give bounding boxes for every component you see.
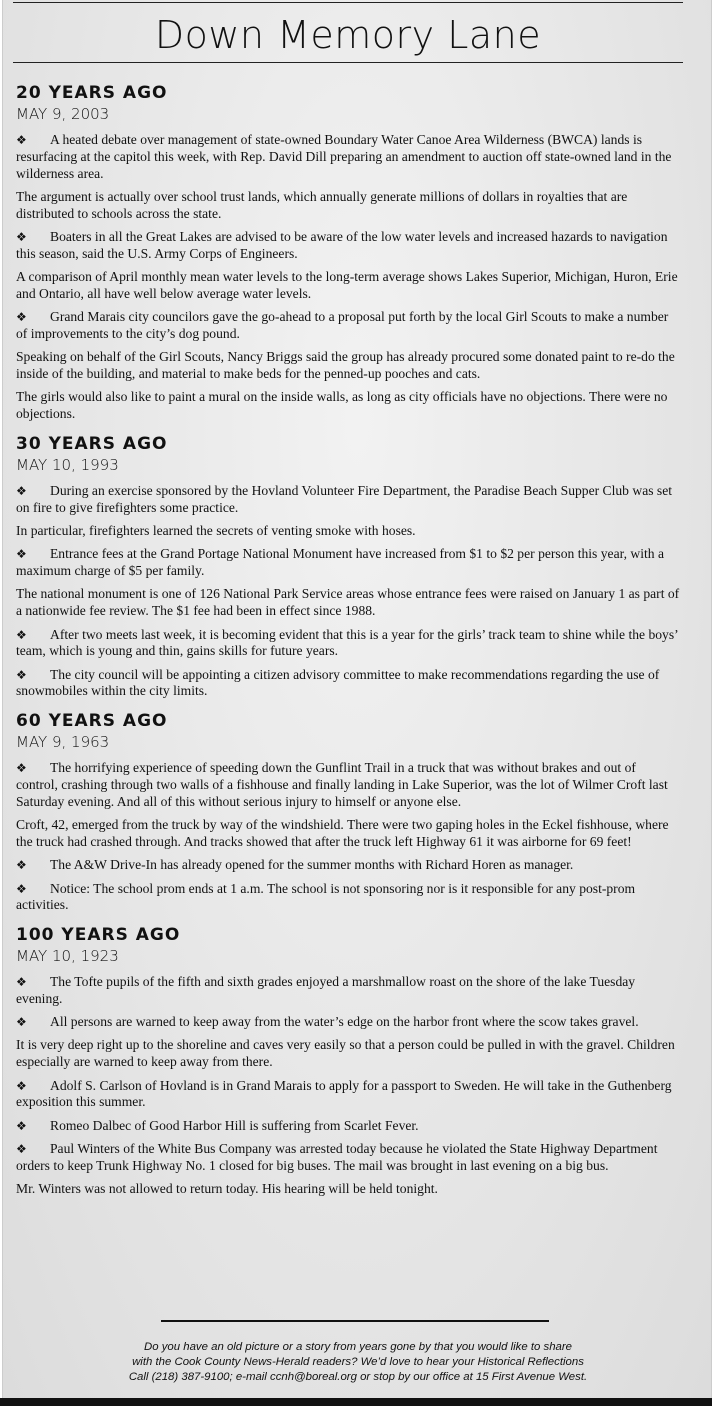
section-date: MAY 9, 2003	[16, 105, 110, 123]
footer-line-2: with the Cook County News-Herald readers? We’d love to hear your Historical Reflections	[132, 1356, 584, 1368]
paragraph-text: Croft, 42, emerged from the truck by way of the windshield. There were two gaping holes in the Eckel fishhouse, where the truck had crashed through. And tracks showed that after the truck left Highway 61 it was airborne for 69 feet!	[16, 817, 669, 849]
diamond-bullet-icon: ❖	[16, 627, 27, 642]
section-1	[16, 433, 680, 700]
section-date: MAY 9, 1963	[16, 733, 110, 752]
section-heading: 30 YEARS AGO	[16, 433, 168, 454]
diamond-bullet-icon: ❖	[16, 975, 27, 990]
section-heading: 100 YEARS AGO	[16, 925, 181, 946]
section-3	[16, 924, 680, 1198]
news-paragraph	[16, 189, 680, 223]
paragraph-text: After two meets last week, it is becoming evident that this is a year for the girls’ track team to shine while the boys’ team, which is young and thin, gains skills for future years.	[16, 626, 678, 659]
news-paragraph	[16, 269, 680, 303]
diamond-bullet-icon: ❖	[16, 483, 27, 498]
footer-rule	[161, 1320, 549, 1322]
news-paragraph	[16, 974, 680, 1008]
section-heading: 20 YEARS AGO	[16, 83, 168, 103]
column-page	[2, 0, 712, 1398]
news-paragraph	[16, 1078, 680, 1112]
news-paragraph	[16, 132, 680, 182]
paragraph-text: In particular, firefighters learned the secrets of venting smoke with hoses.	[16, 523, 416, 539]
news-paragraph	[16, 760, 680, 810]
paragraph-text: During an exercise sponsored by the Hovland Volunteer Fire Department, the Paradise Beach Supper Club was set on fire to give firefighters some practice.	[16, 482, 673, 515]
diamond-bullet-icon: ❖	[16, 547, 27, 562]
diamond-bullet-icon: ❖	[16, 1078, 27, 1093]
paragraph-text: The national monument is one of 126 National Park Service areas whose entrance fees were raised on January 1 as part of a nationwide fee review. The $1 fee had been in effect since 1988.	[16, 586, 680, 619]
news-paragraph	[16, 1181, 680, 1198]
bottom-bar	[0, 1398, 712, 1406]
news-paragraph	[16, 546, 680, 580]
news-paragraph	[16, 857, 680, 874]
paragraph-text: The argument is actually over school trust lands, which annually generate millions of dollars in royalties that are distributed to schools across the state.	[16, 188, 628, 221]
section-0	[16, 82, 680, 423]
diamond-bullet-icon: ❖	[16, 1015, 27, 1030]
news-paragraph	[16, 1141, 680, 1175]
paragraph-text: Entrance fees at the Grand Portage National Monument have increased from $1 to $2 per person this year, with a maximum charge of $5 per family.	[16, 546, 664, 579]
paragraph-text: The horrifying experience of speeding down the Gunflint Trail in a truck that was without brakes and out of control, crashing through two walls of a fishhouse and finally landing in Lake Superior, was the lot of Wilmer Croft last Saturday evening. And all of this without serious injury to himself or anyone else.	[16, 760, 668, 809]
paragraph-text: Paul Winters of the White Bus Company was arrested today because he violated the State Highway Department orders to keep Trunk Highway No. 1 closed for big buses. The mail was brought in last evening on a big bus.	[16, 1140, 658, 1173]
paragraph-text: The A&W Drive-In has already opened for the summer months with Richard Horen as manager.	[50, 857, 574, 873]
paragraph-text: The girls would also like to paint a mural on the inside walls, as long as city officials have no objections. There were no objections.	[16, 389, 668, 422]
paragraph-text: Romeo Dalbec of Good Harbor Hill is suffering from Scarlet Fever.	[50, 1117, 419, 1133]
paragraph-text: The city council will be appointing a citizen advisory committee to make recommendations regarding the use of snowmobiles within the city limits.	[16, 666, 660, 699]
diamond-bullet-icon: ❖	[16, 1141, 27, 1156]
paragraph-text: Adolf S. Carlson of Hovland is in Grand Marais to apply for a passport to Sweden. He will take in the Guthenberg exposition this summer.	[16, 1077, 672, 1110]
footer-note	[93, 1340, 623, 1385]
article-content	[16, 82, 680, 1208]
paragraph-text: Notice: The school prom ends at 1 a.m. The school is not sponsoring nor is it responsible for any post-prom activities.	[16, 880, 636, 913]
title-rule	[13, 62, 683, 63]
paragraph-text: A comparison of April monthly mean water levels to the long-term average shows Lakes Superior, Michigan, Huron, Erie and Ontario, all have well below average water levels.	[16, 269, 678, 301]
footer-line-1: Do you have an old picture or a story from years gone by that you would like to share	[143, 1341, 572, 1353]
diamond-bullet-icon: ❖	[16, 310, 27, 325]
paragraph-text: The Tofte pupils of the fifth and sixth grades enjoyed a marshmallow roast on the shore of the lake Tuesday evening.	[16, 974, 636, 1006]
section-heading: 60 YEARS AGO	[16, 711, 168, 732]
news-paragraph	[16, 881, 680, 915]
paragraph-text: Speaking on behalf of the Girl Scouts, Nancy Briggs said the group has already procured some donated paint to re-do the inside of the building, and material to make beds for the penned-up pooches and cats.	[16, 349, 675, 382]
paragraph-text: Boaters in all the Great Lakes are advised to be aware of the low water levels and increased hazards to navigation this season, said the U.S. Army Corps of Engineers.	[16, 228, 668, 261]
news-paragraph	[16, 523, 680, 540]
diamond-bullet-icon: ❖	[16, 881, 27, 896]
news-paragraph	[16, 229, 680, 263]
diamond-bullet-icon: ❖	[16, 761, 27, 776]
page-title: Down Memory Lane	[154, 13, 542, 57]
news-paragraph	[16, 309, 680, 343]
top-rule	[13, 2, 683, 3]
paragraph-text: A heated debate over management of state-owned Boundary Water Canoe Area Wilderness (BWCA) lands is resurfacing at the capitol this week, with Rep. David Dill preparing an amendment to auction off state-owned land in the wilderness area.	[16, 132, 672, 181]
news-paragraph	[16, 1037, 680, 1071]
diamond-bullet-icon: ❖	[16, 1118, 27, 1133]
news-paragraph	[16, 389, 680, 423]
paragraph-text: It is very deep right up to the shoreline and caves very easily so that a person could be pulled in with the gravel. Children especially are warned to keep away from there.	[16, 1037, 675, 1070]
diamond-bullet-icon: ❖	[16, 667, 27, 682]
news-paragraph	[16, 483, 680, 517]
news-paragraph	[16, 1118, 680, 1135]
diamond-bullet-icon: ❖	[16, 229, 27, 244]
news-paragraph	[16, 817, 680, 851]
section-date: MAY 10, 1923	[16, 947, 119, 966]
diamond-bullet-icon: ❖	[16, 858, 27, 873]
paragraph-text: Grand Marais city councilors gave the go-ahead to a proposal put forth by the local Girl Scouts to make a number of improvements to the city’s dog pound.	[16, 309, 669, 341]
news-paragraph	[16, 586, 680, 620]
news-paragraph	[16, 1014, 680, 1031]
section-date: MAY 10, 1993	[16, 455, 119, 474]
paragraph-text: All persons are warned to keep away from the water’s edge on the harbor front where the scow takes gravel.	[50, 1014, 639, 1030]
footer-line-3: Call (218) 387-9100; e-mail ccnh@boreal.org or stop by our office at 15 First Avenue West.	[128, 1371, 588, 1383]
diamond-bullet-icon: ❖	[16, 133, 27, 147]
news-paragraph	[16, 667, 680, 701]
news-paragraph	[16, 349, 680, 383]
news-paragraph	[16, 627, 680, 661]
section-2	[16, 710, 680, 914]
paragraph-text: Mr. Winters was not allowed to return today. His hearing will be held tonight.	[16, 1181, 438, 1197]
